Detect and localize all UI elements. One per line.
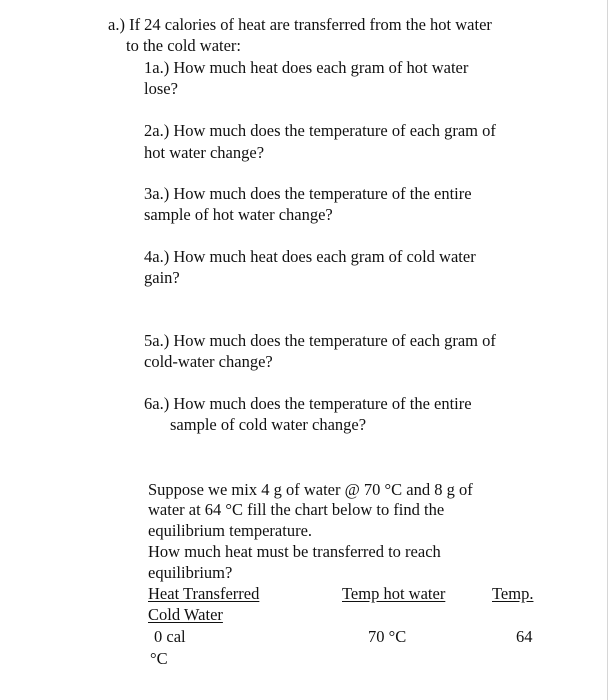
header-heat-transferred: Heat Transferred bbox=[148, 584, 260, 603]
cell-temp-cold-unit-row-1: °C bbox=[150, 649, 168, 668]
subquestion-5a-line-1: 5a.) How much does the temperature of each gram of bbox=[144, 331, 496, 350]
header-temp-hot-water: Temp hot water bbox=[342, 584, 446, 603]
subquestion-1a-line-2: lose? bbox=[144, 79, 178, 98]
mixing-line-3: equilibrium temperature. bbox=[148, 521, 313, 540]
subquestion-3a-line-2: sample of hot water change? bbox=[144, 205, 333, 224]
subquestion-2a-line-1: 2a.) How much does the temperature of each gram of bbox=[144, 121, 496, 140]
page-border-line bbox=[607, 0, 608, 700]
subquestion-2a-line-2: hot water change? bbox=[144, 143, 265, 162]
cell-temp-hot-row-1: 70 °C bbox=[368, 627, 407, 646]
subquestion-4a-line-2: gain? bbox=[144, 268, 180, 287]
subquestion-4a-line-1: 4a.) How much heat does each gram of cold water bbox=[144, 247, 476, 266]
mixing-line-5: equilibrium? bbox=[148, 563, 233, 582]
header-temp-cold: Temp. bbox=[492, 584, 534, 603]
mixing-line-1: Suppose we mix 4 g of water @ 70 °C and 8 g of bbox=[148, 480, 473, 499]
mixing-line-2: water at 64 °C fill the chart below to find the bbox=[148, 500, 445, 519]
subquestion-1a-line-1: 1a.) How much heat does each gram of hot water bbox=[144, 58, 469, 77]
subquestion-6a-line-2: sample of cold water change? bbox=[170, 415, 367, 434]
cell-heat-row-1: 0 cal bbox=[154, 627, 186, 646]
subquestion-5a-line-2: cold-water change? bbox=[144, 352, 273, 371]
subquestion-6a-line-1: 6a.) How much does the temperature of the entire bbox=[144, 394, 472, 413]
header-cold-water: Cold Water bbox=[148, 605, 223, 624]
question-a-line-1: a.) If 24 calories of heat are transferred from the hot water bbox=[108, 15, 492, 34]
subquestion-3a-line-1: 3a.) How much does the temperature of the entire bbox=[144, 184, 472, 203]
question-a-line-2: to the cold water: bbox=[126, 36, 242, 55]
mixing-line-4: How much heat must be transferred to reach bbox=[148, 542, 441, 561]
cell-temp-cold-row-1: 64 bbox=[516, 627, 533, 646]
